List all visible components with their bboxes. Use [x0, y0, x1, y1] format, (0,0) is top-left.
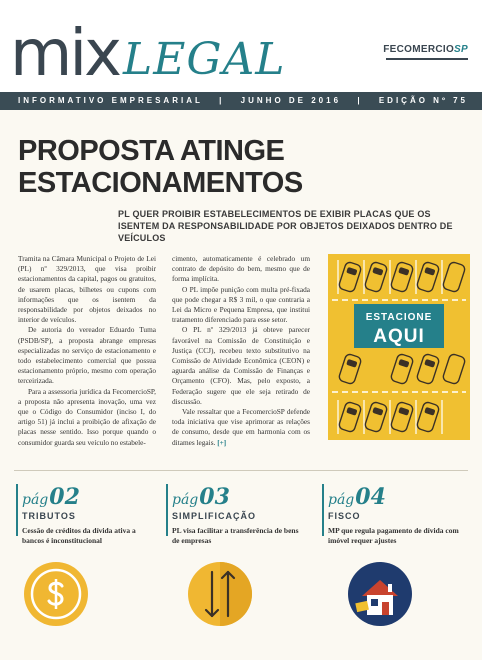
section-page-03[interactable]: [172, 484, 304, 546]
parking-illustration: [328, 254, 470, 440]
section-page-04[interactable]: [328, 484, 468, 546]
strip-sep: |: [219, 96, 225, 105]
page-word: pág: [172, 492, 199, 508]
section-description: Cessão de créditos da dívida ativa a bancos é inconstitucional: [22, 526, 136, 545]
section-title: FISCO: [328, 511, 361, 521]
publisher-logo: [383, 44, 468, 55]
section-accent-bar: [322, 484, 324, 536]
strip-edition: EDIÇÃO Nº 75: [378, 96, 468, 105]
issue-strip: [0, 92, 482, 110]
dollar-coin-icon: [24, 562, 88, 626]
publisher-suffix: SP: [454, 44, 468, 55]
strip-label: INFORMATIVO EMPRESARIAL: [18, 96, 203, 105]
parking-lot-graphic: [328, 254, 470, 440]
section-description: PL visa facilitar a transferência de bens de empresas: [172, 526, 299, 545]
section-title: SIMPLIFICAÇÃO: [172, 511, 256, 521]
page-reference: [328, 484, 468, 510]
paragraph: cimento, automaticamente é celebrado um contrato de depósito do bem, mesmo que de forma implícita.: [172, 254, 310, 284]
article-subhead: PL QUER PROIBIR ESTABELECIMENTOS DE EXIBIR PLACAS QUE OS ISENTEM DA RESPONSABILIDADE POR OBJETOS DEIXADOS DENTRO DE VEÍCULOS: [118, 209, 453, 243]
section-accent-bar: [16, 484, 18, 536]
section-accent-bar: [166, 484, 168, 536]
strip-date: JUNHO DE 2016: [240, 96, 342, 105]
mixlegal-logo: [10, 6, 286, 91]
page-word: pág: [22, 492, 49, 508]
paragraph: Tramita na Câmara Municipal o Projeto de Lei (PL) nº 329/2013, que visa proibir estacionamentos da capital, pagos ou gratuitos, de usarem placas, bilhetes ou cupons com informações que os isentem da responsabilidade por objetos deixados no interior de veículos.: [18, 254, 156, 325]
sign-line-2: AQUI: [373, 326, 425, 347]
strip-sep: |: [357, 96, 363, 105]
section-page-02[interactable]: [22, 484, 150, 546]
paragraph: [172, 407, 310, 448]
section-divider: [14, 470, 468, 471]
paragraph: O PL impõe punição com multa pré-fixada que pode chegar a R$ 3 mil, o que contraria a Lei da Micro e Pequena Empresa, que institui tratamento diferenciado para esse setor.: [172, 284, 310, 325]
paragraph: O PL nº 329/2013 já obteve parecer favorável na Comissão de Constituição e Justiça (CCJ), recebeu texto substitutivo na Comissão de Atividade Econômica (CEON) e aguarda análise da Comissão de Finanças e Orçamento (CFO). Mas, pelo exposto, a Federação sugere que ele seja retirado de discussão.: [172, 325, 310, 406]
article-column-2: [172, 254, 310, 448]
publisher-name: FECOMERCIO: [383, 44, 455, 55]
article-headline: PROPOSTA ATINGE ESTACIONAMENTOS: [18, 135, 303, 199]
sign-line-1: ESTACIONE: [365, 312, 433, 323]
page-number: 03: [199, 484, 230, 510]
page-reference: [172, 484, 304, 510]
house-sale-icon: [348, 562, 412, 626]
page-word: pág: [328, 492, 355, 508]
end-mark[interactable]: [+]: [217, 437, 227, 447]
paragraph: De autoria do vereador Eduardo Tuma (PSDB/SP), a proposta abrange empresas especializadas no serviço de estacionamento e todo estabelecimento comercial que possua estacionamento próprio, mesmo com operação terceirizada.: [18, 325, 156, 386]
page-number: 02: [49, 484, 80, 510]
logo-legal: LEGAL: [123, 34, 286, 85]
logo-mix: mix: [10, 17, 119, 91]
article-column-1: [18, 254, 156, 448]
paragraph-text: Vale ressaltar que a FecomercioSP defende toda iniciativa que vise aprimorar as relações de consumo, desde que em harmonia com os ditames legais.: [172, 407, 310, 447]
masthead: [0, 0, 482, 92]
section-title: TRIBUTOS: [22, 511, 76, 521]
section-description: MP que regula pagamento de dívida com imóvel requer ajustes: [328, 526, 459, 545]
transfer-arrows-icon: [188, 562, 252, 626]
page-reference: [22, 484, 150, 510]
page-number: 04: [355, 484, 386, 510]
paragraph: Para a assessoria jurídica da FecomercioSP, a proposta não apresenta inovação, uma vez que o Código do Consumidor (inciso I, do artigo 51) já inclui a proibição de afixação de placas nesse sentido. Isso porque quando o consumidor guarda seu veículo no estabele-: [18, 386, 156, 447]
publisher-rule: [386, 58, 468, 60]
